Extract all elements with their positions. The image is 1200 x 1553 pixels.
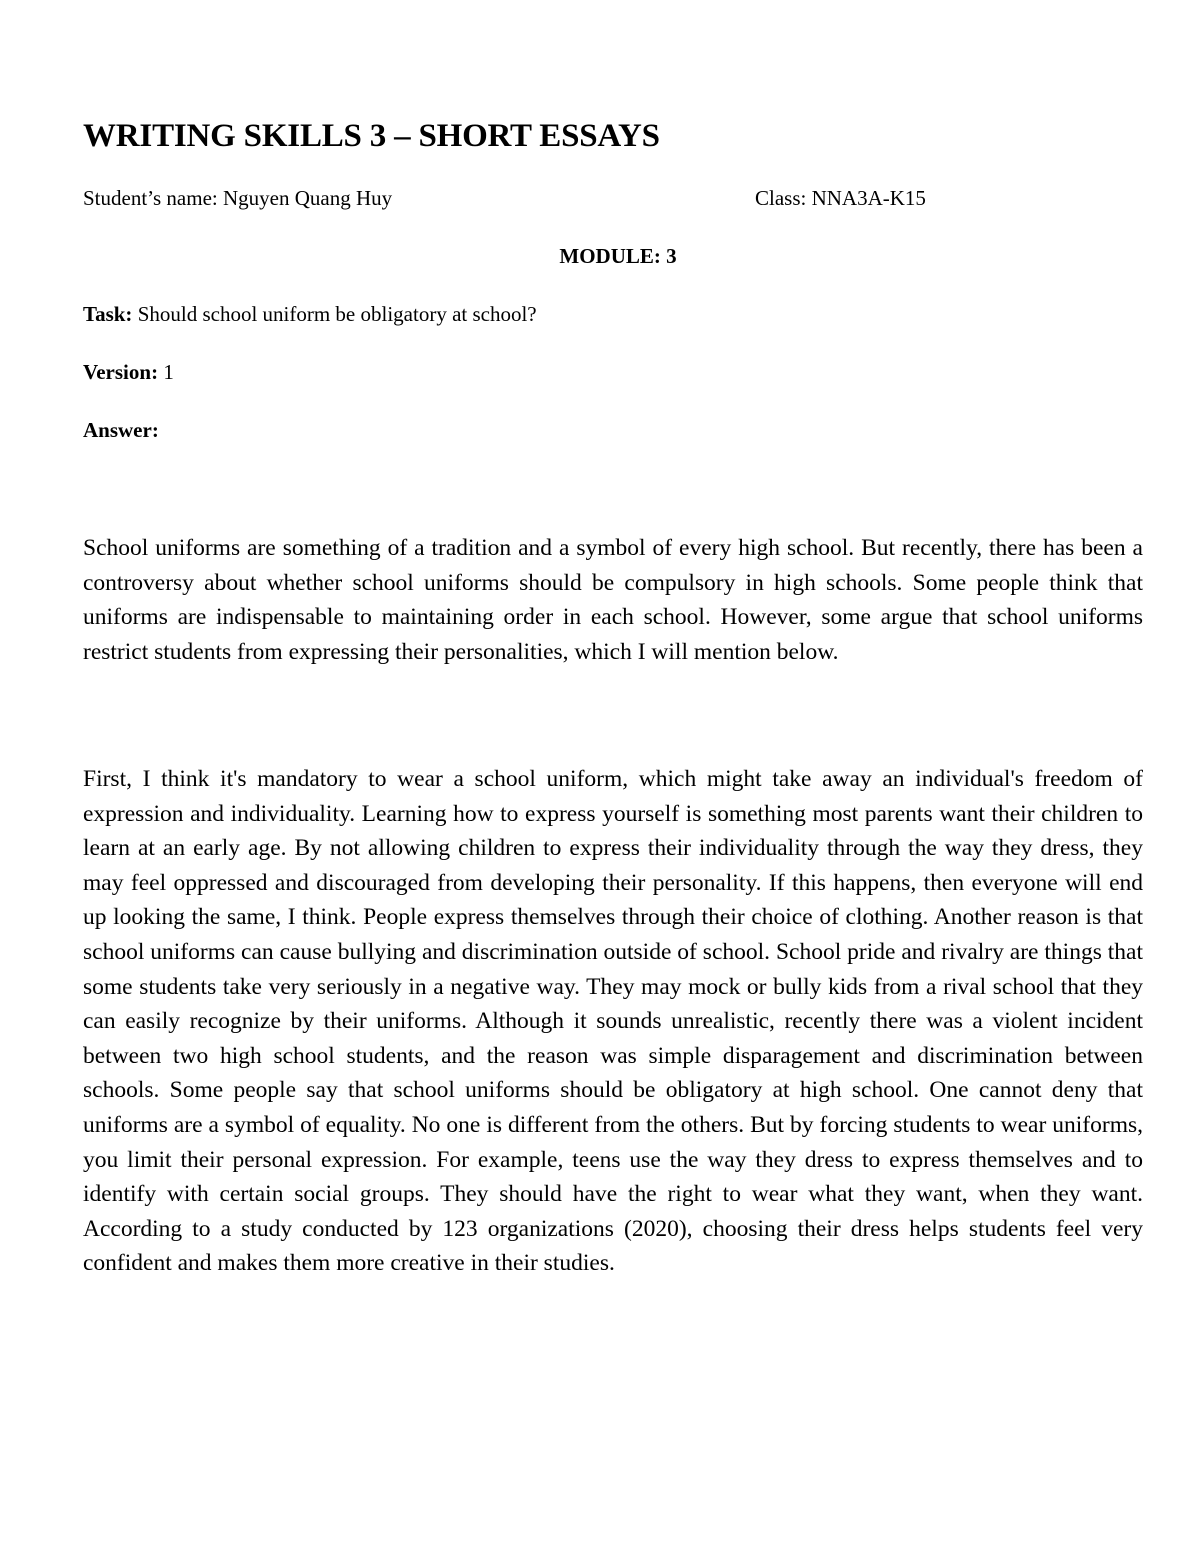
essay-paragraph-body: First, I think it's mandatory to wear a school uniform, which might take away an individual's freedom of expression and individuality. Learning how to express yourself is something most parents want their children to learn at an early age. By not allowing children to express their individuality through the way they dress, they may feel oppressed and discouraged from developing their personality. If this happens, then everyone will end up looking the same, I think. People express themselves through their choice of clothing. Another reason is that school uniforms can cause bullying and discrimination outside of school. School pride and rivalry are things that some students take very seriously in a negative way. They may mock or bully kids from a rival school that they can easily recognize by their uniforms. Although it sounds unrealistic, recently there was a violent incident between two high school students, and the reason was simple disparagement and discrimination between schools. Some people say that school uniforms should be obligatory at high school. One cannot deny that uniforms are a symbol of equality. No one is different from the others. But by forcing students to wear uniforms, you limit their personal expression. For example, teens use the way they dress to express themselves and to identify with certain social groups. They should have the right to wear what they want, when they want. According to a study conducted by 123 organizations (2020), choosing their dress helps students feel very confident and makes them more creative in their studies. bbox=[83, 766, 1143, 1277]
version-line bbox=[83, 360, 174, 385]
essay-paragraph-intro: School uniforms are something of a tradition and a symbol of every high school. But recently, there has been a controversy about whether school uniforms should be compulsory in high schools. Some people think that uniforms are indispensable to maintaining order in each school. However, some argue that school uniforms restrict students from expressing their personalities, which I will mention below. bbox=[83, 535, 1143, 665]
task-line bbox=[83, 302, 537, 327]
answer-line bbox=[83, 418, 159, 443]
answer-label: Answer: bbox=[83, 418, 159, 442]
document-title: WRITING SKILLS 3 – SHORT ESSAYS bbox=[83, 118, 660, 154]
student-name: Student’s name: Nguyen Quang Huy bbox=[83, 186, 393, 210]
task-value: Should school uniform be obligatory at school? bbox=[137, 302, 537, 326]
task-label: Task: bbox=[83, 302, 133, 326]
student-info-row bbox=[83, 186, 1143, 211]
version-label: Version: bbox=[83, 360, 159, 384]
module-heading: MODULE: 3 bbox=[559, 244, 677, 268]
version-value: 1 bbox=[163, 360, 174, 384]
class-info: Class: NNA3A-K15 bbox=[755, 186, 926, 210]
